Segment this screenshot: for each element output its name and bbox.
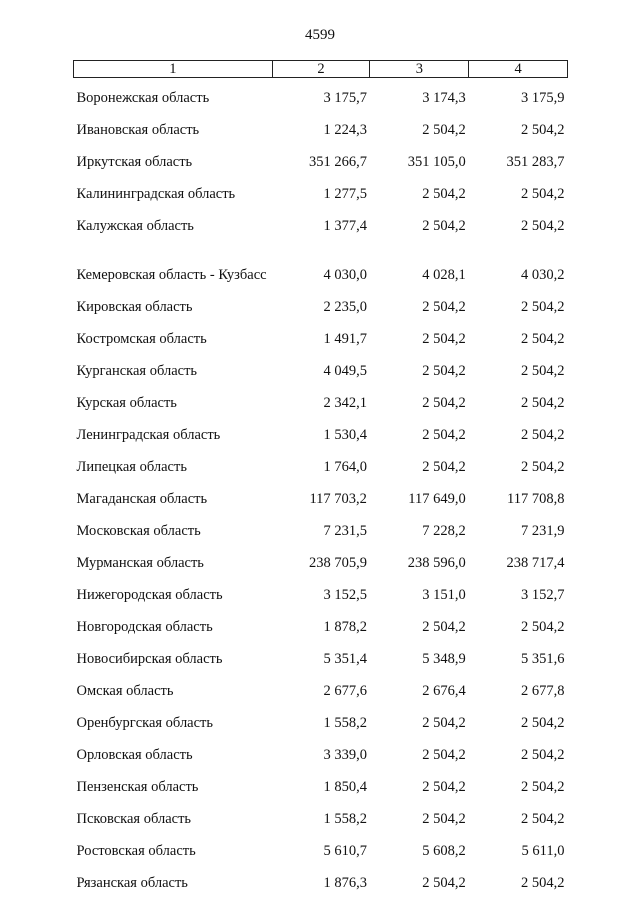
value-col-3: 2 504,2 <box>422 218 466 234</box>
table-row <box>74 142 568 174</box>
region-name: Ивановская область <box>76 122 200 138</box>
value-col-4: 2 504,2 <box>521 122 565 138</box>
value-col-2: 1 850,4 <box>323 779 367 795</box>
table-row <box>74 110 568 142</box>
table-row <box>74 447 568 479</box>
value-col-2: 351 266,7 <box>308 154 367 170</box>
region-name: Магаданская область <box>76 491 208 507</box>
column-header-3: 3 <box>370 61 469 78</box>
region-name: Курганская область <box>76 363 198 379</box>
value-col-4: 5 351,6 <box>521 651 565 667</box>
value-col-4: 2 677,8 <box>521 683 565 699</box>
region-name: Мурманская область <box>76 555 204 571</box>
value-col-3: 2 504,2 <box>422 427 466 443</box>
table-row <box>74 319 568 351</box>
value-col-4: 3 152,7 <box>521 587 565 603</box>
value-col-4: 7 231,9 <box>521 523 565 539</box>
region-name: Липецкая область <box>76 459 187 475</box>
value-col-2: 4 030,0 <box>323 267 367 283</box>
region-name: Кемеровская область - Кузбасс <box>76 267 267 283</box>
value-col-4: 2 504,2 <box>521 779 565 795</box>
column-header-4: 4 <box>469 61 568 78</box>
value-col-2: 2 342,1 <box>323 395 367 411</box>
value-col-2: 1 558,2 <box>323 715 367 731</box>
value-col-4: 117 708,8 <box>507 491 565 507</box>
table-row <box>74 543 568 575</box>
value-col-2: 3 175,7 <box>323 90 367 106</box>
value-col-3: 2 504,2 <box>422 811 466 827</box>
value-col-2: 1 277,5 <box>323 186 367 202</box>
region-name: Новгородская область <box>76 619 213 635</box>
table-row <box>74 607 568 639</box>
table-row <box>74 671 568 703</box>
column-number-header <box>74 61 568 78</box>
region-name: Омская область <box>76 683 174 699</box>
table-row <box>74 735 568 767</box>
data-table <box>73 60 568 895</box>
value-col-3: 3 151,0 <box>422 587 466 603</box>
value-col-2: 1 491,7 <box>323 331 367 347</box>
value-col-3: 2 504,2 <box>422 459 466 475</box>
value-col-4: 2 504,2 <box>521 427 565 443</box>
value-col-3: 5 608,2 <box>422 843 466 859</box>
column-header-2: 2 <box>272 61 370 78</box>
table-row <box>74 479 568 511</box>
value-col-4: 2 504,2 <box>521 811 565 827</box>
value-col-2: 4 049,5 <box>323 363 367 379</box>
value-col-3: 2 504,2 <box>422 619 466 635</box>
table-row <box>74 703 568 735</box>
region-name: Калужская область <box>76 218 194 234</box>
value-col-2: 5 351,4 <box>323 651 367 667</box>
table-row <box>74 351 568 383</box>
column-header-1: 1 <box>74 61 273 78</box>
value-col-3: 2 504,2 <box>422 747 466 763</box>
value-col-2: 1 878,2 <box>323 619 367 635</box>
region-name: Орловская область <box>76 747 193 763</box>
value-col-2: 2 235,0 <box>323 299 367 315</box>
region-name: Псковская область <box>76 811 192 827</box>
value-col-3: 2 504,2 <box>422 186 466 202</box>
value-col-3: 2 676,4 <box>422 683 466 699</box>
table-row <box>74 287 568 319</box>
table-row <box>74 415 568 447</box>
value-col-2: 7 231,5 <box>323 523 367 539</box>
value-col-3: 2 504,2 <box>422 395 466 411</box>
region-name: Новосибирская область <box>76 651 223 667</box>
table-row <box>74 831 568 863</box>
value-col-2: 2 677,6 <box>323 683 367 699</box>
table-row <box>74 767 568 799</box>
value-col-4: 2 504,2 <box>521 299 565 315</box>
value-col-4: 2 504,2 <box>521 363 565 379</box>
region-name: Кировская область <box>76 299 193 315</box>
value-col-4: 2 504,2 <box>521 186 565 202</box>
value-col-4: 2 504,2 <box>521 715 565 731</box>
value-col-4: 2 504,2 <box>521 619 565 635</box>
region-name: Калининградская область <box>76 186 236 202</box>
value-col-3: 2 504,2 <box>422 715 466 731</box>
value-col-3: 2 504,2 <box>422 122 466 138</box>
value-col-3: 238 596,0 <box>407 555 466 571</box>
table-row <box>74 174 568 206</box>
value-col-4: 2 504,2 <box>521 875 565 891</box>
value-col-4: 2 504,2 <box>521 459 565 475</box>
region-name: Нижегородская область <box>76 587 223 603</box>
region-name: Ленинградская область <box>76 427 221 443</box>
table-row <box>74 575 568 607</box>
table-row <box>74 639 568 671</box>
value-col-2: 3 339,0 <box>323 747 367 763</box>
value-col-4: 2 504,2 <box>521 747 565 763</box>
region-name: Пензенская область <box>76 779 199 795</box>
value-col-3: 2 504,2 <box>422 363 466 379</box>
value-col-3: 2 504,2 <box>422 299 466 315</box>
table-row <box>74 78 568 111</box>
table-row <box>74 383 568 415</box>
value-col-3: 5 348,9 <box>422 651 466 667</box>
value-col-2: 5 610,7 <box>323 843 367 859</box>
value-col-4: 2 504,2 <box>521 218 565 234</box>
value-col-2: 3 152,5 <box>323 587 367 603</box>
region-name: Воронежская область <box>76 90 210 106</box>
value-col-3: 7 228,2 <box>422 523 466 539</box>
value-col-4: 2 504,2 <box>521 395 565 411</box>
table-row <box>74 799 568 831</box>
value-col-3: 4 028,1 <box>422 267 466 283</box>
value-col-2: 1 224,3 <box>323 122 367 138</box>
value-col-2: 1 876,3 <box>323 875 367 891</box>
region-name: Ростовская область <box>76 843 196 859</box>
region-name: Курская область <box>76 395 177 411</box>
value-col-2: 238 705,9 <box>308 555 367 571</box>
value-col-3: 351 105,0 <box>407 154 466 170</box>
region-name: Костромская область <box>76 331 207 347</box>
value-col-2: 1 764,0 <box>323 459 367 475</box>
value-col-4: 351 283,7 <box>506 154 565 170</box>
region-name: Оренбургская область <box>76 715 214 731</box>
region-name: Московская область <box>76 523 201 539</box>
value-col-3: 2 504,2 <box>422 779 466 795</box>
table-row <box>74 238 568 287</box>
value-col-2: 117 703,2 <box>309 491 367 507</box>
value-col-2: 1 377,4 <box>323 218 367 234</box>
value-col-3: 2 504,2 <box>422 331 466 347</box>
region-name: Рязанская область <box>76 875 188 891</box>
table-row <box>74 511 568 543</box>
value-col-3: 117 649,0 <box>408 491 466 507</box>
value-col-3: 3 174,3 <box>422 90 466 106</box>
value-col-4: 4 030,2 <box>521 267 565 283</box>
value-col-4: 238 717,4 <box>506 555 565 571</box>
value-col-4: 3 175,9 <box>521 90 565 106</box>
value-col-4: 2 504,2 <box>521 331 565 347</box>
page-number: 4599 <box>305 27 335 43</box>
table-row <box>74 863 568 895</box>
value-col-2: 1 530,4 <box>323 427 367 443</box>
region-name: Иркутская область <box>76 154 193 170</box>
value-col-3: 2 504,2 <box>422 875 466 891</box>
table-row <box>74 206 568 238</box>
value-col-4: 5 611,0 <box>521 843 565 859</box>
value-col-2: 1 558,2 <box>323 811 367 827</box>
